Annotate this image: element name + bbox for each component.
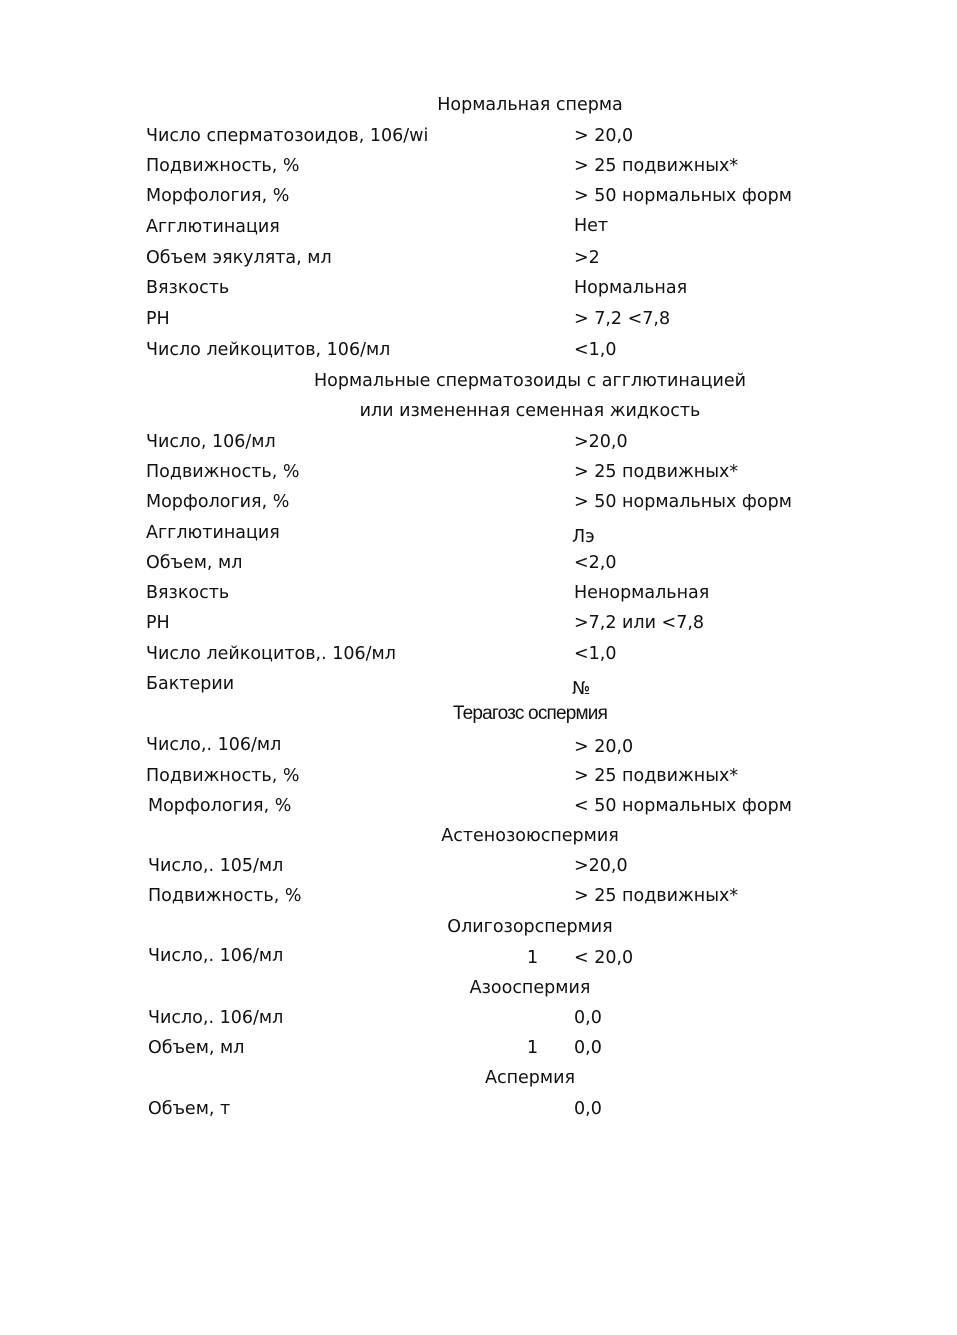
table-row	[0, 1008, 957, 1034]
row-value: > 50 нормальных форм	[574, 492, 792, 512]
row-label: Число,. 106/мл	[148, 946, 284, 966]
row-value: > 50 нормальных форм	[574, 186, 792, 206]
section-heading: Нормальные сперматозоиды с агглютинацией	[314, 371, 746, 391]
row-label: Объем, мл	[148, 1038, 245, 1058]
row-label: Число лейкоцитов, 106/мл	[146, 340, 391, 360]
table-row	[0, 766, 957, 792]
row-label: Подвижность, %	[146, 462, 300, 482]
row-label: Морфология, %	[146, 492, 290, 512]
row-label: Объем эякулята, мл	[146, 248, 332, 268]
section-heading: или измененная семенная жидкость	[359, 401, 701, 421]
table-row	[0, 432, 957, 458]
row-value: >2	[574, 248, 600, 268]
row-label: Вязкость	[146, 278, 230, 298]
row-label: Число,. 106/мл	[148, 1008, 284, 1028]
table-row	[0, 613, 957, 639]
row-label: Вязкость	[146, 583, 230, 603]
row-value: > 25 подвижных*	[574, 156, 739, 176]
row-label: PH	[146, 613, 170, 633]
table-row	[0, 553, 957, 579]
table-row	[0, 248, 957, 274]
table-row	[0, 523, 957, 549]
row-label: Число, 106/мл	[146, 432, 276, 452]
row-label: Подвижность, %	[148, 886, 302, 906]
row-label: Число,. 106/мл	[146, 735, 282, 755]
table-row	[0, 735, 957, 761]
row-label: Бактерии	[146, 674, 235, 694]
row-value: Нормальная	[574, 278, 688, 298]
table-row	[0, 217, 957, 243]
row-value: < 50 нормальных форм	[574, 796, 792, 816]
row-value: > 25 подвижных*	[574, 766, 739, 786]
table-row	[0, 796, 957, 822]
table-row	[0, 1099, 957, 1125]
row-value: > 20,0	[574, 126, 634, 146]
row-label: Объем, мл	[146, 553, 243, 573]
row-value: > 7,2 <7,8	[574, 309, 671, 329]
row-value: > 25 подвижных*	[574, 886, 739, 906]
section-heading: Азооспермия	[469, 978, 591, 998]
row-label: Агглютинация	[146, 523, 280, 543]
row-value: >20,0	[574, 432, 628, 452]
table-row	[0, 674, 957, 700]
row-value: Лэ	[572, 527, 595, 547]
table-row	[0, 278, 957, 304]
row-label: Агглютинация	[146, 217, 280, 237]
row-value: < 20,0	[574, 948, 634, 968]
row-value: Ненормальная	[574, 583, 710, 603]
table-row	[0, 462, 957, 488]
table-row	[0, 886, 957, 912]
row-value: > 25 подвижных*	[574, 462, 739, 482]
row-label: PH	[146, 309, 170, 329]
section-heading: Олигозорспермия	[447, 917, 613, 937]
row-label: Число лейкоцитов,. 106/мл	[146, 644, 396, 664]
table-row	[0, 309, 957, 335]
row-marker: 1	[527, 948, 539, 968]
section-heading: Аспермия	[484, 1068, 575, 1088]
row-value: >7,2 или <7,8	[574, 613, 705, 633]
row-value: 0,0	[574, 1038, 602, 1058]
table-row	[0, 492, 957, 518]
row-label: Морфология, %	[148, 796, 292, 816]
section-heading: Терагозс оспермия	[452, 703, 608, 724]
table-row	[0, 156, 957, 182]
table-row	[0, 856, 957, 882]
row-value: <2,0	[574, 553, 617, 573]
table-row	[0, 946, 957, 972]
row-label: Число,. 105/мл	[148, 856, 284, 876]
table-row	[0, 126, 957, 152]
table-row	[0, 583, 957, 609]
row-label: Подвижность, %	[146, 766, 300, 786]
row-label: Объем, т	[148, 1099, 231, 1119]
row-label: Морфология, %	[146, 186, 290, 206]
row-value: 0,0	[574, 1099, 602, 1119]
row-value: >20,0	[574, 856, 628, 876]
table-row	[0, 644, 957, 670]
row-value: №	[572, 679, 591, 699]
row-value: Нет	[574, 216, 609, 236]
table-row	[0, 1038, 957, 1064]
row-label: Подвижность, %	[146, 156, 300, 176]
row-value: <1,0	[574, 340, 617, 360]
section-heading: Астенозоюспермия	[441, 826, 619, 846]
row-value: <1,0	[574, 644, 617, 664]
table-row	[0, 186, 957, 212]
row-marker: 1	[527, 1038, 539, 1058]
row-label: Число сперматозоидов, 106/wi	[146, 126, 429, 146]
row-value: 0,0	[574, 1008, 602, 1028]
table-row	[0, 340, 957, 366]
section-heading: Нормальная сперма	[437, 95, 623, 115]
row-value: > 20,0	[574, 737, 634, 757]
